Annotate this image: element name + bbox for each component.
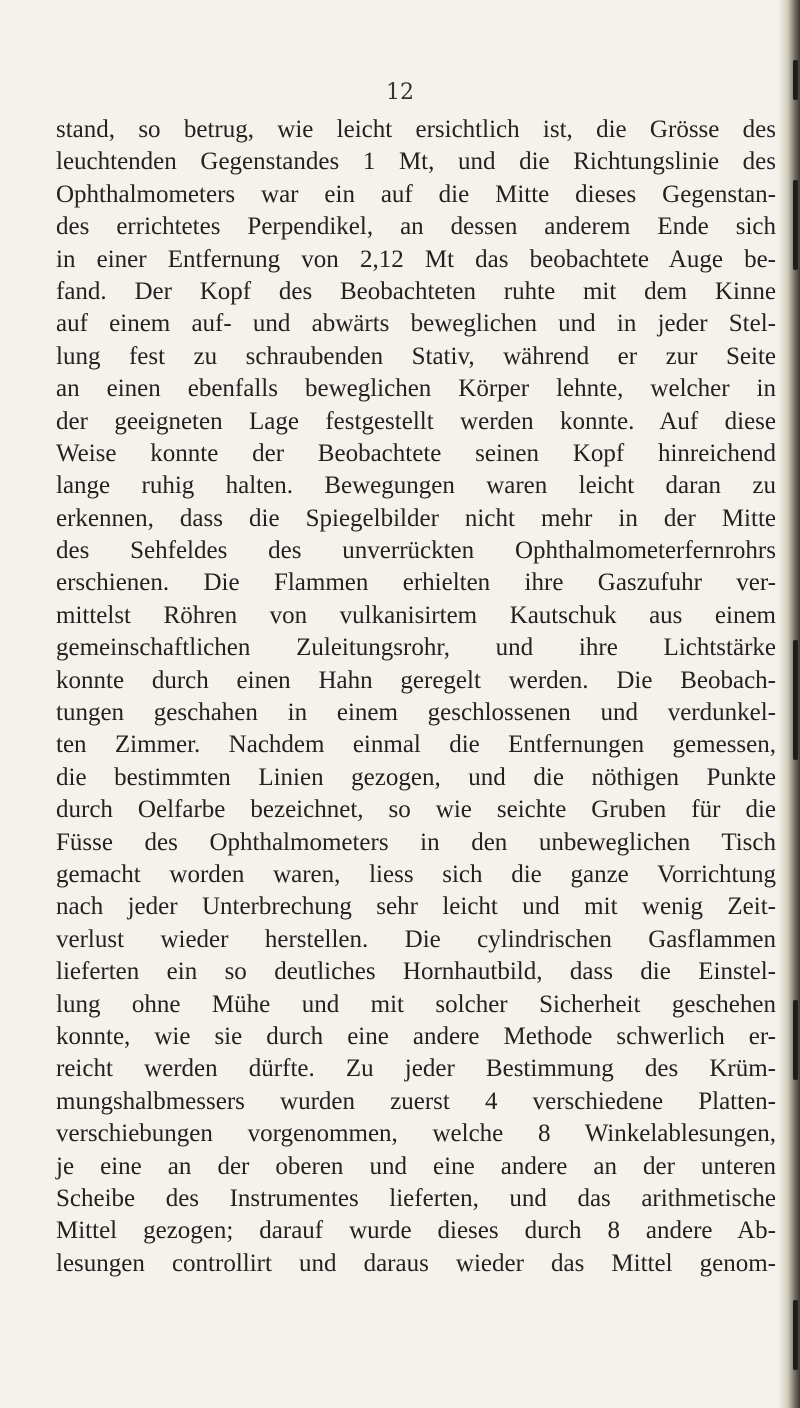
- text-line: erschienen. Die Flammen erhielten ihre Gaszufuhr ver-: [56, 569, 776, 597]
- edge-mark: [793, 1000, 798, 1080]
- text-line: verlust wieder herstellen. Die cylindrischen Gasflammen: [56, 925, 776, 953]
- edge-mark: [793, 640, 798, 760]
- text-line: lesungen controllirt und daraus wieder das Mittel genom-: [56, 1249, 776, 1277]
- text-line: lieferten ein so deutliches Hornhautbild, dass die Einstel-: [56, 958, 776, 986]
- page-number: 12: [386, 80, 414, 105]
- text-line: reicht werden dürfte. Zu jeder Bestimmung des Krüm-: [56, 1055, 776, 1083]
- text-line: Weise konnte der Beobachtete seinen Kopf hinreichend: [56, 439, 776, 467]
- edge-mark: [793, 180, 798, 270]
- text-line: mittelst Röhren von vulkanisirtem Kautschuk aus einem: [56, 601, 776, 629]
- body-text: [56, 114, 776, 1280]
- text-line: leuchtenden Gegenstandes 1 Mt, und die Richtungslinie des: [56, 148, 776, 176]
- text-line: lange ruhig halten. Bewegungen waren leicht daran zu: [56, 472, 776, 500]
- text-line: Ophthalmometers war ein auf die Mitte dieses Gegenstan-: [56, 180, 776, 208]
- text-line: fand. Der Kopf des Beobachteten ruhte mit dem Kinne: [56, 277, 776, 305]
- text-line: die bestimmten Linien gezogen, und die nöthigen Punkte: [56, 763, 776, 791]
- text-line: konnte, wie sie durch eine andere Methode schwerlich er-: [56, 1022, 776, 1050]
- text-line: konnte durch einen Hahn geregelt werden. Die Beobach-: [56, 666, 776, 694]
- text-line: gemacht worden waren, liess sich die ganze Vorrichtung: [56, 860, 776, 888]
- text-line: an einen ebenfalls beweglichen Körper lehnte, welcher in: [56, 375, 776, 403]
- edge-mark: [793, 1300, 798, 1370]
- page-edge-shadow: [778, 0, 800, 1408]
- text-line: je eine an der oberen und eine andere an der unteren: [56, 1152, 776, 1180]
- text-line: verschiebungen vorgenommen, welche 8 Winkelablesungen,: [56, 1120, 776, 1148]
- text-line: mungshalbmessers wurden zuerst 4 verschiedene Platten-: [56, 1087, 776, 1115]
- text-line: des Sehfeldes des unverrückten Ophthalmometerfernrohrs: [56, 537, 776, 565]
- text-line: lung ohne Mühe und mit solcher Sicherheit geschehen: [56, 990, 776, 1018]
- text-line: erkennen, dass die Spiegelbilder nicht mehr in der Mitte: [56, 504, 776, 532]
- text-line: lung fest zu schraubenden Stativ, während er zur Seite: [56, 342, 776, 370]
- text-line: Mittel gezogen; darauf wurde dieses durch 8 andere Ab-: [56, 1217, 776, 1245]
- text-line: durch Oelfarbe bezeichnet, so wie seichte Gruben für die: [56, 796, 776, 824]
- text-line: der geeigneten Lage festgestellt werden konnte. Auf diese: [56, 407, 776, 435]
- text-line: Füsse des Ophthalmometers in den unbeweglichen Tisch: [56, 828, 776, 856]
- text-line: nach jeder Unterbrechung sehr leicht und mit wenig Zeit-: [56, 893, 776, 921]
- text-line: ten Zimmer. Nachdem einmal die Entfernungen gemessen,: [56, 731, 776, 759]
- text-line: des errichtetes Perpendikel, an dessen anderem Ende sich: [56, 213, 776, 241]
- text-line: in einer Entfernung von 2,12 Mt das beobachtete Auge be-: [56, 245, 776, 273]
- text-line: tungen geschahen in einem geschlossenen und verdunkel-: [56, 699, 776, 727]
- text-line: Scheibe des Instrumentes lieferten, und das arithmetische: [56, 1184, 776, 1212]
- text-line: gemeinschaftlichen Zuleitungsrohr, und ihre Lichtstärke: [56, 634, 776, 662]
- text-line: auf einem auf- und abwärts beweglichen und in jeder Stel-: [56, 310, 776, 338]
- text-line: stand, so betrug, wie leicht ersichtlich ist, die Grösse des: [56, 116, 776, 143]
- edge-mark: [793, 60, 798, 100]
